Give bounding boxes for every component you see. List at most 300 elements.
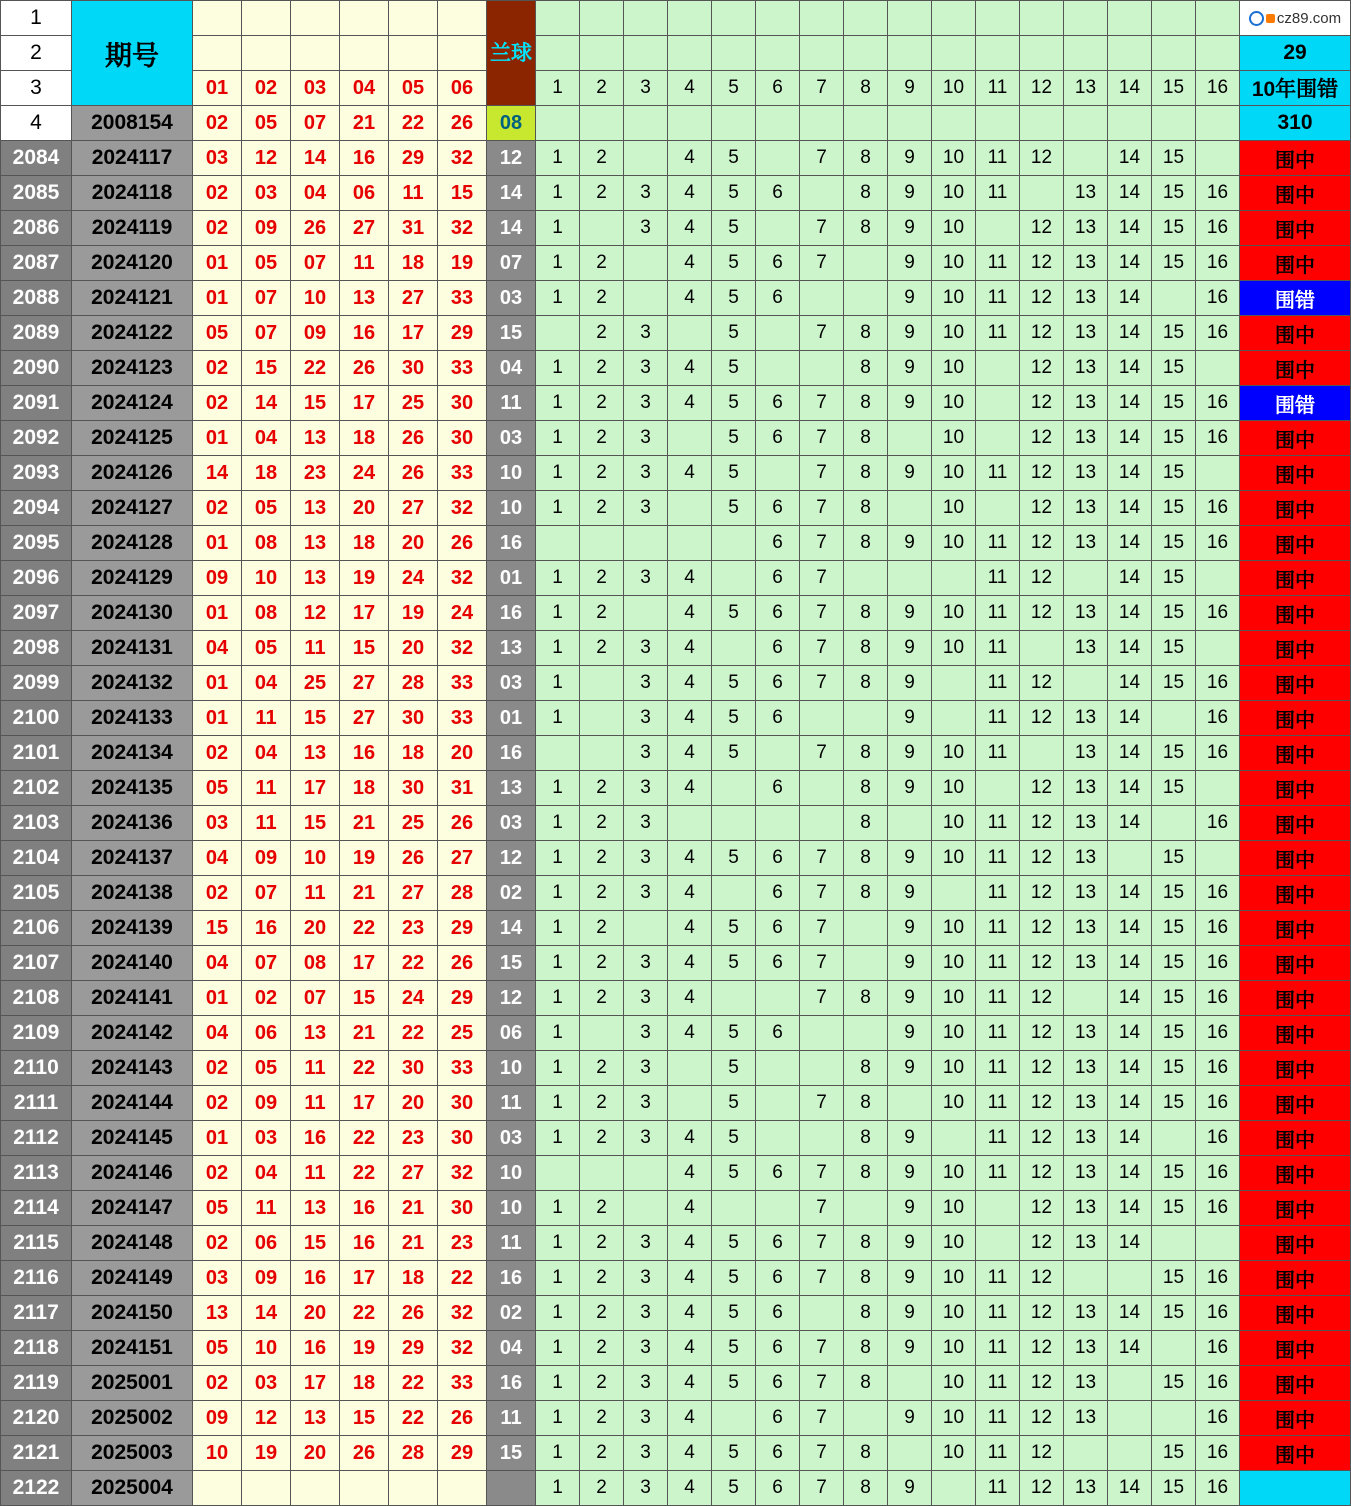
grid-cell-empty: [800, 1121, 844, 1156]
grid-cell-marked: 15: [1152, 1156, 1196, 1191]
red-ball: 11: [242, 806, 291, 841]
issue-number: 2024128: [72, 526, 193, 561]
grid-cell-marked: 13: [1064, 1121, 1108, 1156]
red-ball: 11: [291, 876, 340, 911]
grid-cell-marked: 9: [888, 1191, 932, 1226]
red-ball: 32: [438, 1296, 487, 1331]
row-index: 2122: [1, 1471, 72, 1506]
grid-cell-empty: [624, 596, 668, 631]
status-badge: 围中: [1240, 1296, 1351, 1331]
grid-cell-marked: 6: [756, 176, 800, 211]
table-row: [1, 1436, 1351, 1471]
grid-cell-marked: 7: [800, 526, 844, 561]
red-ball: 02: [193, 211, 242, 246]
red-ball-column-header: 06: [438, 71, 487, 106]
blue-ball: 12: [487, 141, 536, 176]
red-ball: 14: [193, 456, 242, 491]
grid-cell-marked: 8: [844, 351, 888, 386]
red-ball: [340, 1471, 389, 1506]
grid-cell-empty: [1064, 1436, 1108, 1471]
grid-cell-marked: 13: [1064, 771, 1108, 806]
grid-cell-marked: 14: [1108, 1121, 1152, 1156]
red-ball: 32: [438, 211, 487, 246]
grid-cell-empty: [1196, 841, 1240, 876]
red-header-blank: [340, 1, 389, 36]
grid-cell-marked: 2: [580, 596, 624, 631]
grid-cell-marked: 14: [1108, 281, 1152, 316]
red-ball: 26: [340, 351, 389, 386]
grid-cell-marked: 5: [712, 1051, 756, 1086]
grid-cell-marked: 11: [976, 561, 1020, 596]
grid-cell-marked: 6: [756, 876, 800, 911]
grid-cell-marked: 11: [976, 946, 1020, 981]
red-ball: 06: [242, 1226, 291, 1261]
grid-cell-marked: 14: [1108, 946, 1152, 981]
red-ball: 29: [438, 1436, 487, 1471]
right-value: 310: [1240, 106, 1351, 141]
grid-header-blank: [624, 1, 668, 36]
table-row: [1, 421, 1351, 456]
grid-cell-empty: [624, 1191, 668, 1226]
grid-header-blank: [1020, 36, 1064, 71]
grid-cell-marked: 9: [888, 141, 932, 176]
grid-cell-marked: 13: [1064, 421, 1108, 456]
grid-cell-marked: 2: [580, 1436, 624, 1471]
grid-cell-marked: 2: [580, 1401, 624, 1436]
grid-cell-marked: 16: [1196, 1016, 1240, 1051]
status-badge: 围中: [1240, 736, 1351, 771]
status-badge: 围中: [1240, 981, 1351, 1016]
grid-cell-marked: 10: [932, 246, 976, 281]
row-index: 2105: [1, 876, 72, 911]
issue-number: 2024151: [72, 1331, 193, 1366]
grid-cell-empty: [844, 1016, 888, 1051]
grid-cell-marked: 16: [1196, 1156, 1240, 1191]
red-ball: 17: [340, 386, 389, 421]
red-ball: 04: [193, 631, 242, 666]
grid-cell-marked: 9: [888, 456, 932, 491]
grid-cell-empty: [1196, 1226, 1240, 1261]
grid-cell-marked: 16: [1196, 1121, 1240, 1156]
grid-cell-marked: 4: [668, 701, 712, 736]
grid-cell-marked: 16: [1196, 211, 1240, 246]
red-ball: 23: [291, 456, 340, 491]
red-ball: 04: [242, 666, 291, 701]
grid-cell-marked: 1: [536, 1121, 580, 1156]
issue-number: 2025003: [72, 1436, 193, 1471]
red-ball: 05: [242, 246, 291, 281]
red-ball: 15: [340, 1401, 389, 1436]
grid-cell-marked: 4: [668, 1226, 712, 1261]
red-ball: 17: [340, 1261, 389, 1296]
red-ball: 13: [193, 1296, 242, 1331]
grid-cell-marked: 10: [932, 1156, 976, 1191]
grid-cell-marked: 15: [1152, 841, 1196, 876]
grid-cell-marked: 11: [976, 596, 1020, 631]
grid-cell-marked: 8: [844, 456, 888, 491]
red-ball: 26: [389, 421, 438, 456]
grid-cell-marked: 3: [624, 666, 668, 701]
grid-cell-marked: 13: [1064, 736, 1108, 771]
red-ball: 32: [438, 631, 487, 666]
red-ball: 25: [389, 806, 438, 841]
grid-cell-marked: 11: [976, 1296, 1020, 1331]
grid-header-blank: [800, 36, 844, 71]
red-ball-column-header: 05: [389, 71, 438, 106]
grid-header-blank: [932, 1, 976, 36]
grid-cell-marked: 16: [1196, 281, 1240, 316]
issue-number: 2024120: [72, 246, 193, 281]
logo-text: cz89.com: [1276, 9, 1342, 27]
grid-cell-marked: 12: [1020, 1471, 1064, 1506]
grid-cell-marked: 1: [536, 981, 580, 1016]
red-ball: 13: [291, 736, 340, 771]
red-ball: 16: [340, 316, 389, 351]
table-row: [1, 666, 1351, 701]
grid-header-blank: [536, 36, 580, 71]
grid-cell-empty: [624, 141, 668, 176]
red-ball: 27: [340, 666, 389, 701]
grid-cell-marked: 5: [712, 281, 756, 316]
table-row: [1, 1051, 1351, 1086]
red-ball: 17: [291, 1366, 340, 1401]
status-badge: 围中: [1240, 946, 1351, 981]
grid-cell-marked: 12: [1020, 281, 1064, 316]
red-ball: 09: [242, 1086, 291, 1121]
grid-cell-marked: 1: [536, 1471, 580, 1506]
issue-number: 2024147: [72, 1191, 193, 1226]
red-ball: 22: [340, 1051, 389, 1086]
grid-header-blank: [756, 36, 800, 71]
row-index: 2085: [1, 176, 72, 211]
red-ball: 22: [389, 1366, 438, 1401]
grid-cell-marked: 14: [1108, 141, 1152, 176]
blue-ball: 03: [487, 281, 536, 316]
grid-cell-marked: 9: [888, 946, 932, 981]
red-ball: 15: [438, 176, 487, 211]
red-ball: 01: [193, 701, 242, 736]
status-badge: 围中: [1240, 1156, 1351, 1191]
row-index-label: 1: [1, 1, 72, 36]
blue-ball: 10: [487, 1051, 536, 1086]
grid-cell-marked: 12: [1020, 421, 1064, 456]
red-ball: 12: [242, 1401, 291, 1436]
grid-cell-empty: [756, 1051, 800, 1086]
grid-cell-marked: 6: [756, 1016, 800, 1051]
grid-cell-marked: 13: [1064, 386, 1108, 421]
red-ball: 04: [242, 421, 291, 456]
status-badge: 围中: [1240, 1051, 1351, 1086]
grid-cell-marked: 3: [624, 981, 668, 1016]
grid-cell-marked: 1: [536, 281, 580, 316]
grid-cell-marked: 16: [1196, 316, 1240, 351]
row-index: 2093: [1, 456, 72, 491]
red-ball: 25: [438, 1016, 487, 1051]
grid-cell-marked: 13: [1064, 1401, 1108, 1436]
red-ball: 20: [340, 491, 389, 526]
grid-cell-marked: 12: [1020, 386, 1064, 421]
red-ball: 03: [242, 1366, 291, 1401]
red-ball: 01: [193, 246, 242, 281]
red-ball: 13: [291, 421, 340, 456]
issue-number: 2024123: [72, 351, 193, 386]
grid-cell-marked: 1: [536, 176, 580, 211]
red-ball: 14: [242, 1296, 291, 1331]
table-row: [1, 1121, 1351, 1156]
issue-number: 2024143: [72, 1051, 193, 1086]
grid-cell-marked: 12: [1020, 911, 1064, 946]
red-ball: 01: [193, 981, 242, 1016]
grid-cell-marked: 2: [580, 981, 624, 1016]
row-index: 2092: [1, 421, 72, 456]
row-index: 2110: [1, 1051, 72, 1086]
blue-ball: 12: [487, 981, 536, 1016]
grid-cell-marked: 9: [888, 1121, 932, 1156]
grid-cell-empty: [536, 1156, 580, 1191]
red-ball: 18: [340, 771, 389, 806]
grid-cell-marked: 8: [844, 666, 888, 701]
grid-cell-empty: [844, 281, 888, 316]
grid-cell-marked: 8: [844, 491, 888, 526]
grid-cell-marked: 12: [1020, 666, 1064, 701]
grid-cell-marked: 12: [1020, 1366, 1064, 1401]
grid-cell-marked: 9: [888, 526, 932, 561]
grid-cell-marked: 6: [756, 246, 800, 281]
table-row: [1, 1296, 1351, 1331]
grid-cell-marked: 4: [668, 281, 712, 316]
grid-cell-marked: 12: [1020, 1016, 1064, 1051]
grid-cell-marked: 12: [1020, 946, 1064, 981]
grid-cell-marked: 2: [580, 946, 624, 981]
grid-cell-empty: [976, 421, 1020, 456]
grid-cell-marked: 13: [1064, 701, 1108, 736]
grid-cell-marked: 14: [1108, 176, 1152, 211]
red-ball: 01: [193, 1121, 242, 1156]
row-index: 2089: [1, 316, 72, 351]
grid-cell-empty: [712, 1401, 756, 1436]
grid-cell-empty: [1196, 456, 1240, 491]
grid-cell-marked: 10: [932, 1261, 976, 1296]
red-ball: 01: [193, 666, 242, 701]
blue-ball: 12: [487, 841, 536, 876]
red-ball: 18: [389, 1261, 438, 1296]
grid-cell-marked: 5: [712, 946, 756, 981]
red-ball: 05: [242, 631, 291, 666]
red-ball: 21: [340, 806, 389, 841]
grid-cell-marked: 3: [624, 561, 668, 596]
issue-number: 2024137: [72, 841, 193, 876]
grid-cell-marked: 9: [888, 596, 932, 631]
blue-ball: 16: [487, 1366, 536, 1401]
blue-ball: 11: [487, 1086, 536, 1121]
grid-cell-marked: 16: [1196, 876, 1240, 911]
grid-cell-marked: 1: [536, 1366, 580, 1401]
grid-cell-marked: 13: [1064, 806, 1108, 841]
red-ball: [438, 1471, 487, 1506]
grid-cell-empty: [1064, 561, 1108, 596]
grid-cell-marked: 5: [712, 491, 756, 526]
grid-cell-marked: 13: [1064, 351, 1108, 386]
red-ball: 16: [291, 1121, 340, 1156]
grid-cell-marked: 3: [624, 1261, 668, 1296]
table-row: [1, 1331, 1351, 1366]
grid-cell-empty: [844, 246, 888, 281]
grid-cell-marked: 1: [536, 421, 580, 456]
red-ball: 02: [193, 386, 242, 421]
red-ball: 09: [242, 211, 291, 246]
grid-cell-marked: 12: [1020, 1121, 1064, 1156]
grid-cell-marked: 13: [1064, 596, 1108, 631]
grid-cell-empty: [580, 1016, 624, 1051]
red-ball: 03: [193, 806, 242, 841]
red-ball: 16: [340, 1226, 389, 1261]
red-ball: 33: [438, 666, 487, 701]
grid-cell-marked: 6: [756, 1366, 800, 1401]
grid-cell-empty: [756, 211, 800, 246]
red-ball: 05: [193, 1331, 242, 1366]
grid-cell-marked: 5: [712, 1016, 756, 1051]
grid-cell-empty: [624, 281, 668, 316]
red-ball: 05: [242, 491, 291, 526]
grid-cell-marked: 15: [1152, 981, 1196, 1016]
issue-number: 2024122: [72, 316, 193, 351]
grid-cell-marked: 2: [580, 421, 624, 456]
grid-cell-marked: 14: [1108, 1296, 1152, 1331]
grid-cell-marked: 15: [1152, 421, 1196, 456]
red-ball: 32: [438, 141, 487, 176]
grid-header-blank: [888, 36, 932, 71]
grid-cell-marked: 13: [1064, 1296, 1108, 1331]
red-ball: 32: [438, 1331, 487, 1366]
grid-cell-marked: 9: [888, 1156, 932, 1191]
red-ball: 19: [242, 1436, 291, 1471]
blue-ball: 02: [487, 876, 536, 911]
red-ball: 27: [389, 876, 438, 911]
grid-cell-marked: 5: [712, 1121, 756, 1156]
red-header-blank: [193, 1, 242, 36]
row-index: 2099: [1, 666, 72, 701]
grid-cell-marked: 16: [1196, 1401, 1240, 1436]
row-index: 2090: [1, 351, 72, 386]
header-row-4: [1, 106, 1351, 141]
blue-ball: 04: [487, 1331, 536, 1366]
grid-cell-empty: [888, 1366, 932, 1401]
row-index: 2102: [1, 771, 72, 806]
status-badge: [1240, 1471, 1351, 1506]
grid-cell-marked: 4: [668, 1191, 712, 1226]
grid-cell-empty: [800, 1051, 844, 1086]
row-index: 2101: [1, 736, 72, 771]
grid-header-blank: [1196, 36, 1240, 71]
row-index: 2103: [1, 806, 72, 841]
grid-cell-marked: 12: [1020, 456, 1064, 491]
grid-cell-marked: 5: [712, 1261, 756, 1296]
grid-cell-empty: [712, 631, 756, 666]
grid-cell-empty: [756, 106, 800, 141]
grid-cell-marked: 9: [888, 841, 932, 876]
grid-cell-marked: 11: [976, 1401, 1020, 1436]
grid-cell-empty: [536, 736, 580, 771]
grid-cell-marked: 11: [976, 1051, 1020, 1086]
red-ball: 07: [291, 981, 340, 1016]
issue-number: 2024133: [72, 701, 193, 736]
grid-cell-marked: 6: [756, 526, 800, 561]
red-ball: 08: [242, 596, 291, 631]
status-badge: 围中: [1240, 141, 1351, 176]
red-ball: 07: [242, 281, 291, 316]
grid-cell-marked: 1: [536, 1401, 580, 1436]
red-ball: 15: [291, 701, 340, 736]
grid-cell-empty: [668, 1086, 712, 1121]
red-ball: 15: [291, 386, 340, 421]
grid-cell-marked: 13: [1064, 526, 1108, 561]
table-row: [1, 491, 1351, 526]
grid-cell-marked: 7: [800, 1331, 844, 1366]
grid-cell-marked: 1: [536, 946, 580, 981]
grid-cell-marked: 7: [800, 211, 844, 246]
red-ball: 07: [291, 246, 340, 281]
red-ball: 05: [193, 1191, 242, 1226]
grid-cell-marked: 5: [712, 666, 756, 701]
red-ball: 26: [438, 526, 487, 561]
grid-cell-marked: 8: [844, 211, 888, 246]
grid-cell-marked: 7: [800, 316, 844, 351]
red-ball: 17: [340, 946, 389, 981]
row-index: 2108: [1, 981, 72, 1016]
red-ball: 33: [438, 351, 487, 386]
table-row: [1, 1226, 1351, 1261]
red-ball: 33: [438, 701, 487, 736]
grid-cell-marked: 3: [624, 351, 668, 386]
grid-cell-marked: 5: [712, 1331, 756, 1366]
grid-cell-marked: 5: [712, 176, 756, 211]
red-ball: 04: [242, 736, 291, 771]
row-index: 2115: [1, 1226, 72, 1261]
grid-cell-empty: [1064, 666, 1108, 701]
sample-red-ball: 21: [340, 106, 389, 141]
grid-cell-empty: [1152, 806, 1196, 841]
grid-cell-marked: 9: [888, 1331, 932, 1366]
red-ball: 29: [389, 1331, 438, 1366]
red-ball: 24: [389, 981, 438, 1016]
row-index: 2088: [1, 281, 72, 316]
red-ball: [193, 1471, 242, 1506]
grid-cell-marked: 15: [1152, 631, 1196, 666]
grid-cell-marked: 10: [932, 1366, 976, 1401]
blue-ball: 10: [487, 456, 536, 491]
grid-cell-marked: 9: [888, 351, 932, 386]
status-badge: 围中: [1240, 701, 1351, 736]
grid-cell-marked: 1: [536, 1051, 580, 1086]
grid-column-header: 5: [712, 71, 756, 106]
grid-cell-marked: 14: [1108, 771, 1152, 806]
red-ball: 10: [291, 841, 340, 876]
grid-cell-marked: 9: [888, 1401, 932, 1436]
blue-ball: 11: [487, 1401, 536, 1436]
grid-cell-empty: [580, 666, 624, 701]
red-ball: 17: [340, 596, 389, 631]
grid-cell-marked: 9: [888, 1051, 932, 1086]
grid-cell-marked: 8: [844, 386, 888, 421]
grid-cell-marked: 4: [668, 841, 712, 876]
grid-cell-marked: 10: [932, 981, 976, 1016]
grid-cell-marked: 10: [932, 596, 976, 631]
issue-number: 2024121: [72, 281, 193, 316]
status-badge: 围中: [1240, 876, 1351, 911]
grid-cell-marked: 2: [580, 351, 624, 386]
grid-cell-marked: 14: [1108, 981, 1152, 1016]
grid-cell-marked: 3: [624, 1086, 668, 1121]
